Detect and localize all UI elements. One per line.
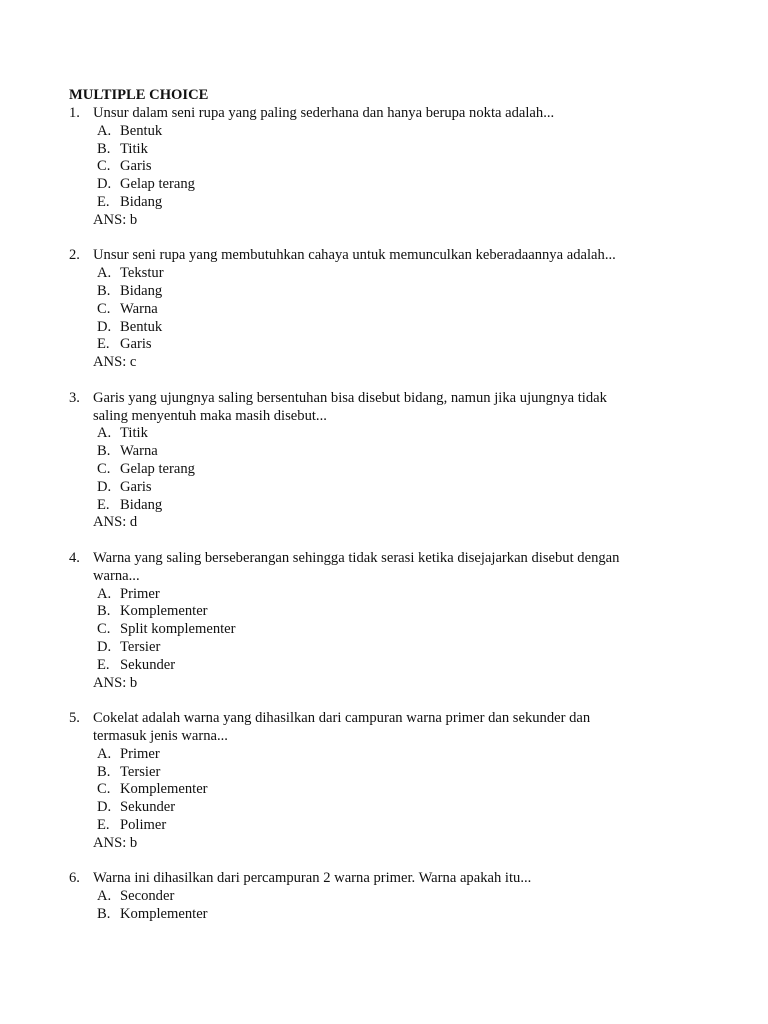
option-text: Garis (120, 478, 152, 495)
question-number: 1. (69, 105, 80, 121)
option-text: Titik (120, 425, 148, 442)
option-letter: E. (97, 817, 110, 833)
option-letter: D. (97, 318, 112, 335)
option-text: Bidang (120, 496, 163, 513)
option-letter: E. (97, 336, 110, 353)
option-letter: B. (97, 906, 111, 922)
option-text: Warna (120, 300, 158, 317)
option-text: Tersier (120, 763, 161, 780)
option-text: Tersier (120, 639, 161, 655)
option-letter: C. (97, 300, 111, 317)
option-letter: A. (97, 585, 112, 602)
question-number: 4. (69, 550, 80, 566)
option-letter: A. (97, 265, 112, 282)
option-letter: E. (97, 496, 110, 513)
option-letter: B. (97, 140, 111, 157)
option-text: Bentuk (120, 318, 163, 335)
question-text: Unsur dalam seni rupa yang paling sederhana dan hanya berupa nokta adalah... (93, 105, 555, 121)
question-text: Warna ini dihasilkan dari percampuran 2 warna primer. Warna apakah itu... (93, 870, 532, 887)
option-text: Sekunder (120, 799, 176, 816)
option-text: Gelap terang (120, 461, 195, 477)
option-text: Warna (120, 443, 158, 460)
question-text: Cokelat adalah warna yang dihasilkan dari campuran warna primer dan sekunder dan (93, 710, 591, 727)
question-number: 2. (69, 247, 80, 264)
option-text: Gelap terang (120, 176, 195, 193)
option-text: Garis (120, 336, 152, 353)
option-text: Seconder (120, 888, 175, 905)
question-text: Unsur seni rupa yang membutuhkan cahaya untuk memunculkan keberadaannya adalah... (93, 247, 616, 264)
option-letter: E. (97, 656, 110, 673)
section-heading: MULTIPLE CHOICE (69, 87, 209, 103)
option-text: Bidang (120, 283, 163, 299)
option-text: Primer (120, 745, 160, 762)
option-letter: B. (97, 763, 111, 780)
option-text: Polimer (120, 817, 167, 833)
option-text: Primer (120, 585, 160, 602)
answer-key: ANS: b (93, 211, 138, 228)
question-text: warna... (93, 567, 140, 584)
question-number: 5. (69, 710, 80, 727)
option-letter: A. (97, 745, 112, 762)
question-number: 3. (69, 389, 80, 406)
option-letter: A. (97, 888, 112, 905)
option-letter: C. (97, 158, 111, 175)
option-letter: C. (97, 621, 111, 638)
option-letter: A. (97, 425, 112, 442)
option-letter: D. (97, 639, 112, 655)
option-letter: A. (97, 122, 112, 139)
option-text: Split komplementer (120, 621, 236, 638)
answer-key: ANS: c (93, 354, 137, 371)
option-text: Komplementer (120, 906, 208, 922)
option-letter: D. (97, 799, 112, 816)
option-letter: B. (97, 443, 111, 460)
option-text: Komplementer (120, 603, 208, 620)
option-letter: C. (97, 781, 111, 798)
option-letter: B. (97, 283, 111, 299)
option-text: Bidang (120, 194, 163, 210)
option-text: Titik (120, 140, 148, 157)
question-number: 6. (69, 870, 80, 887)
answer-key: ANS: b (93, 834, 138, 851)
option-text: Tekstur (120, 265, 164, 282)
option-letter: D. (97, 176, 112, 193)
question-text: Garis yang ujungnya saling bersentuhan bisa disebut bidang, namun jika ujungnya tidak (93, 389, 607, 406)
answer-key: ANS: b (93, 674, 138, 691)
option-text: Komplementer (120, 781, 208, 798)
option-text: Bentuk (120, 122, 163, 139)
answer-key: ANS: d (93, 514, 138, 531)
option-text: Sekunder (120, 656, 176, 673)
question-text: Warna yang saling berseberangan sehingga tidak serasi ketika disejajarkan disebut dengan (93, 550, 620, 566)
question-text: saling menyentuh maka masih disebut... (93, 407, 327, 424)
option-text: Garis (120, 158, 152, 175)
question-text: termasuk jenis warna... (93, 728, 228, 744)
option-letter: B. (97, 603, 111, 620)
option-letter: C. (97, 461, 111, 477)
option-letter: D. (97, 478, 112, 495)
option-letter: E. (97, 194, 110, 210)
